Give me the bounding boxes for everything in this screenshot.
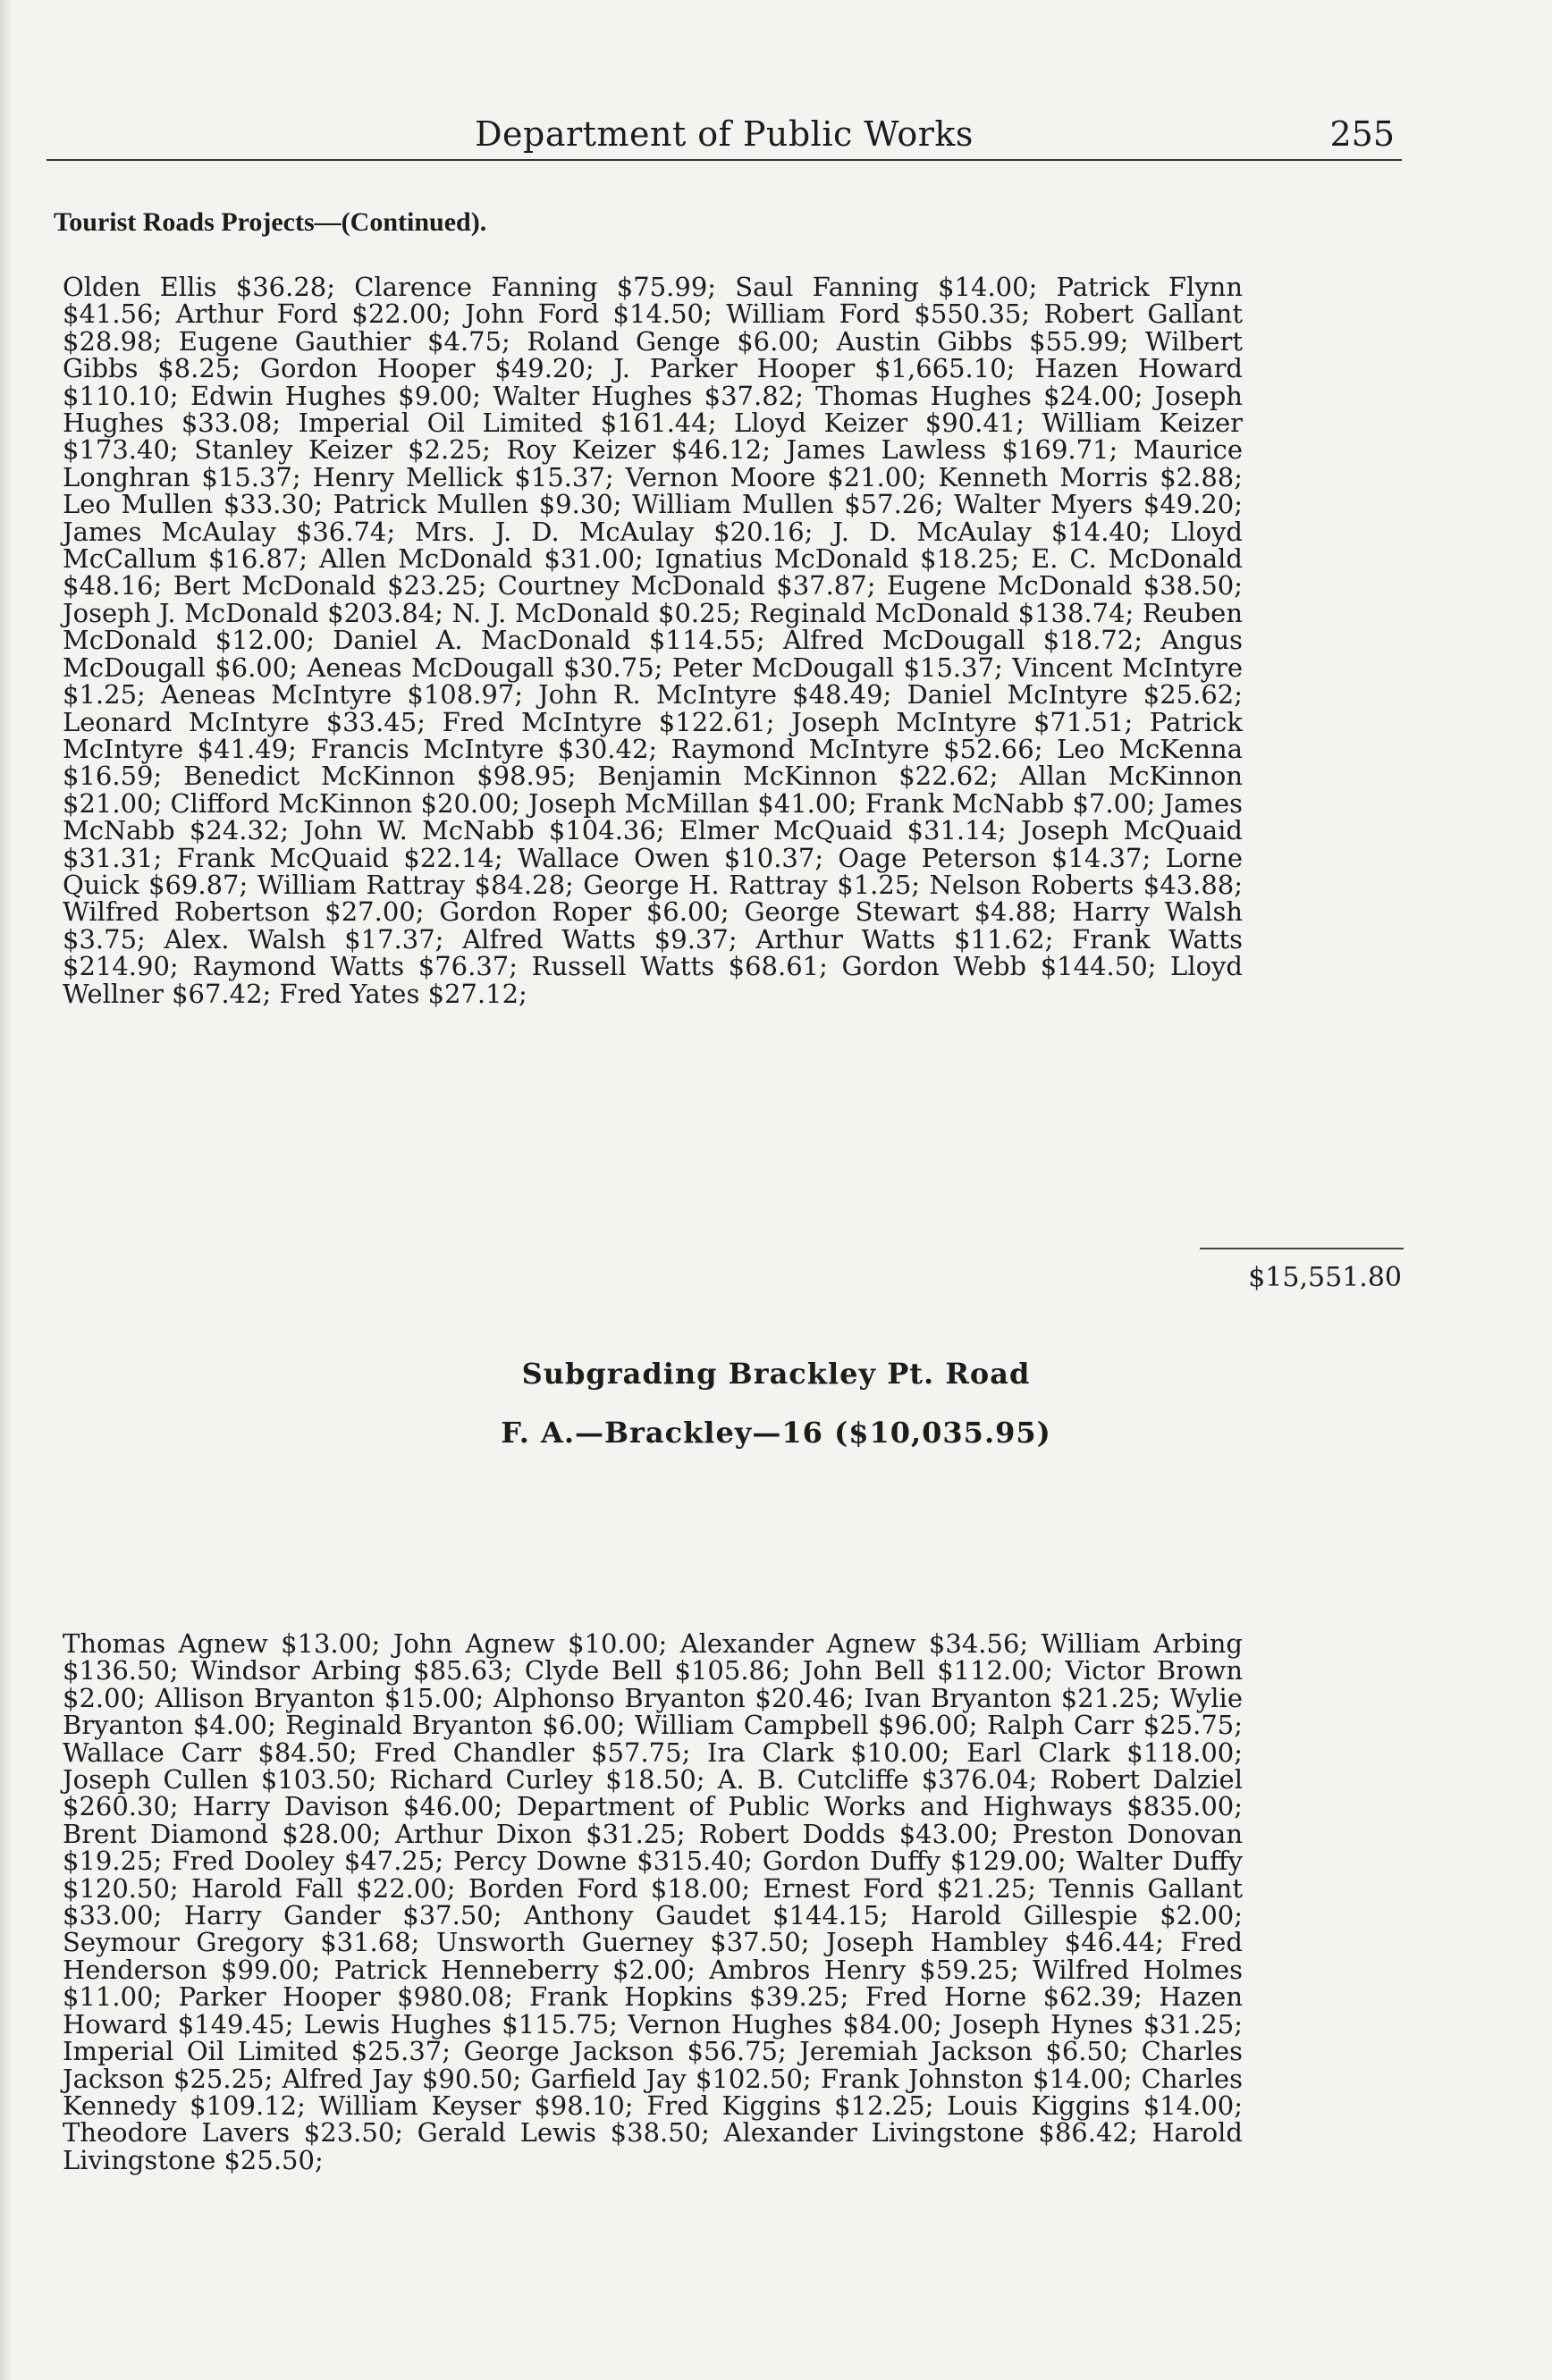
page-number: 255 bbox=[1329, 114, 1395, 154]
payee-list-brackley: Thomas Agnew $13.00; John Agnew $10.00; Alexander Agnew $34.56; William Arbing $136.50; Windsor Arbing $85.63; Clyde Bell $105.86; John Bell $112.00; Victor Brown $2.00; Allison Bryanton $15.00; Alphonso Bryanton $20.46; Ivan Bryanton $21.25; Wylie Bryanton $4.00; Reginald Bryanton $6.00; William Campbell $96.00; Ralph Carr $25.75; Wallace Carr $84.50; Fred Chandler $57.75; Ira Clark $10.00; Earl Clark $118.00; Joseph Cullen $103.50; Richard Curley $18.50; A. B. Cutcliffe $376.04; Robert Dalziel $260.30; Harry Davison $46.00; Department of Public Works and Highways $835.00; Brent Diamond $28.00; Arthur Dixon $31.25; Robert Dodds $43.00; Preston Donovan $19.25; Fred Dooley $47.25; Percy Downe $315.40; Gordon Duffy $129.00; Walter Duffy $120.50; Harold Fall $22.00; Borden Ford $18.00; Ernest Ford $21.25; Tennis Gallant $33.00; Harry Gander $37.50; Anthony Gaudet $144.15; Harold Gillespie $2.00; Seymour Gregory $31.68; Unsworth Guerney $37.50; Joseph Hambley $46.44; Fred Henderson $99.00; Patrick Henneberry $2.00; Ambros Henry $59.25; Wilfred Holmes $11.00; Parker Hooper $980.08; Frank Hopkins $39.25; Fred Horne $62.39; Hazen Howard $149.45; Lewis Hughes $115.75; Vernon Hughes $84.00; Joseph Hynes $31.25; Imperial Oil Limited $25.37; George Jackson $56.75; Jeremiah Jackson $6.50; Charles Jackson $25.25; Alfred Jay $90.50; Garfield Jay $102.50; Frank Johnston $14.00; Charles Kennedy $109.12; William Keyser $98.10; Fred Kiggins $12.25; Louis Kiggins $14.00; Theodore Lavers $23.50; Gerald Lewis $38.50; Alexander Livingstone $86.42; Harold Livingstone $25.50; bbox=[63, 1628, 1243, 2175]
total-rule bbox=[1200, 1248, 1404, 1249]
running-title: Department of Public Works bbox=[475, 114, 974, 154]
payee-list-tourist-roads: Olden Ellis $36.28; Clarence Fanning $75.99; Saul Fanning $14.00; Patrick Flynn $41.56; Arthur Ford $22.00; John Ford $14.50; William Ford $550.35; Robert Gallant $28.98; Eugene Gauthier $4.75; Roland Genge $6.00; Austin Gibbs $55.99; Wilbert Gibbs $8.25; Gordon Hooper $49.20; J. Parker Hooper $1,665.10; Hazen Howard $110.10; Edwin Hughes $9.00; Walter Hughes $37.82; Thomas Hughes $24.00; Joseph Hughes $33.08; Imperial Oil Limited $161.44; Lloyd Keizer $90.41; William Keizer $173.40; Stanley Keizer $2.25; Roy Keizer $46.12; James Lawless $169.71; Maurice Longhran $15.37; Henry Mellick $15.37; Vernon Moore $21.00; Kenneth Morris $2.88; Leo Mullen $33.30; Patrick Mullen $9.30; William Mullen $57.26; Walter Myers $49.20; James McAulay $36.74; Mrs. J. D. McAulay $20.16; J. D. McAulay $14.40; Lloyd McCallum $16.87; Allen McDonald $31.00; Ignatius McDonald $18.25; E. C. McDonald $48.16; Bert McDonald $23.25; Courtney McDonald $37.87; Eugene McDonald $38.50; Joseph J. McDonald $203.84; N. J. McDonald $0.25; Reginald McDonald $138.74; Reuben McDonald $12.00; Daniel A. MacDonald $114.55; Alfred McDougall $18.72; Angus McDougall $6.00; Aeneas McDougall $30.75; Peter McDougall $15.37; Vincent McIntyre $1.25; Aeneas McIntyre $108.97; John R. McIntyre $48.49; Daniel McIntyre $25.62; Leonard McIntyre $33.45; Fred McIntyre $122.61; Joseph McIntyre $71.51; Patrick McIntyre $41.49; Francis McIntyre $30.42; Raymond McIntyre $52.66; Leo McKenna $16.59; Benedict McKinnon $98.95; Benjamin McKinnon $22.62; Allan McKinnon $21.00; Clifford McKinnon $20.00; Joseph McMillan $41.00; Frank McNabb $7.00; James McNabb $24.32; John W. McNabb $104.36; Elmer McQuaid $31.14; Joseph McQuaid $31.31; Frank McQuaid $22.14; Wallace Owen $10.37; Oage Peterson $14.37; Lorne Quick $69.87; William Rattray $84.28; George H. Rattray $1.25; Nelson Roberts $43.88; Wilfred Robertson $27.00; Gordon Roper $6.00; George Stewart $4.88; Harry Walsh $3.75; Alex. Walsh $17.37; Alfred Watts $9.37; Arthur Watts $11.62; Frank Watts $214.90; Raymond Watts $76.37; Russell Watts $68.61; Gordon Webb $144.50; Lloyd Wellner $67.42; Fred Yates $27.12; bbox=[63, 272, 1243, 1009]
project-title: Subgrading Brackley Pt. Road bbox=[521, 1357, 1031, 1391]
running-header bbox=[46, 109, 1402, 161]
section-total: $15,551.80 bbox=[1248, 1262, 1402, 1293]
section-heading: Tourist Roads Projects—(Continued). bbox=[54, 207, 487, 237]
project-subtitle: F. A.—Brackley—16 ($10,035.95) bbox=[501, 1416, 1051, 1450]
scan-margin-shadow bbox=[0, 0, 13, 2380]
